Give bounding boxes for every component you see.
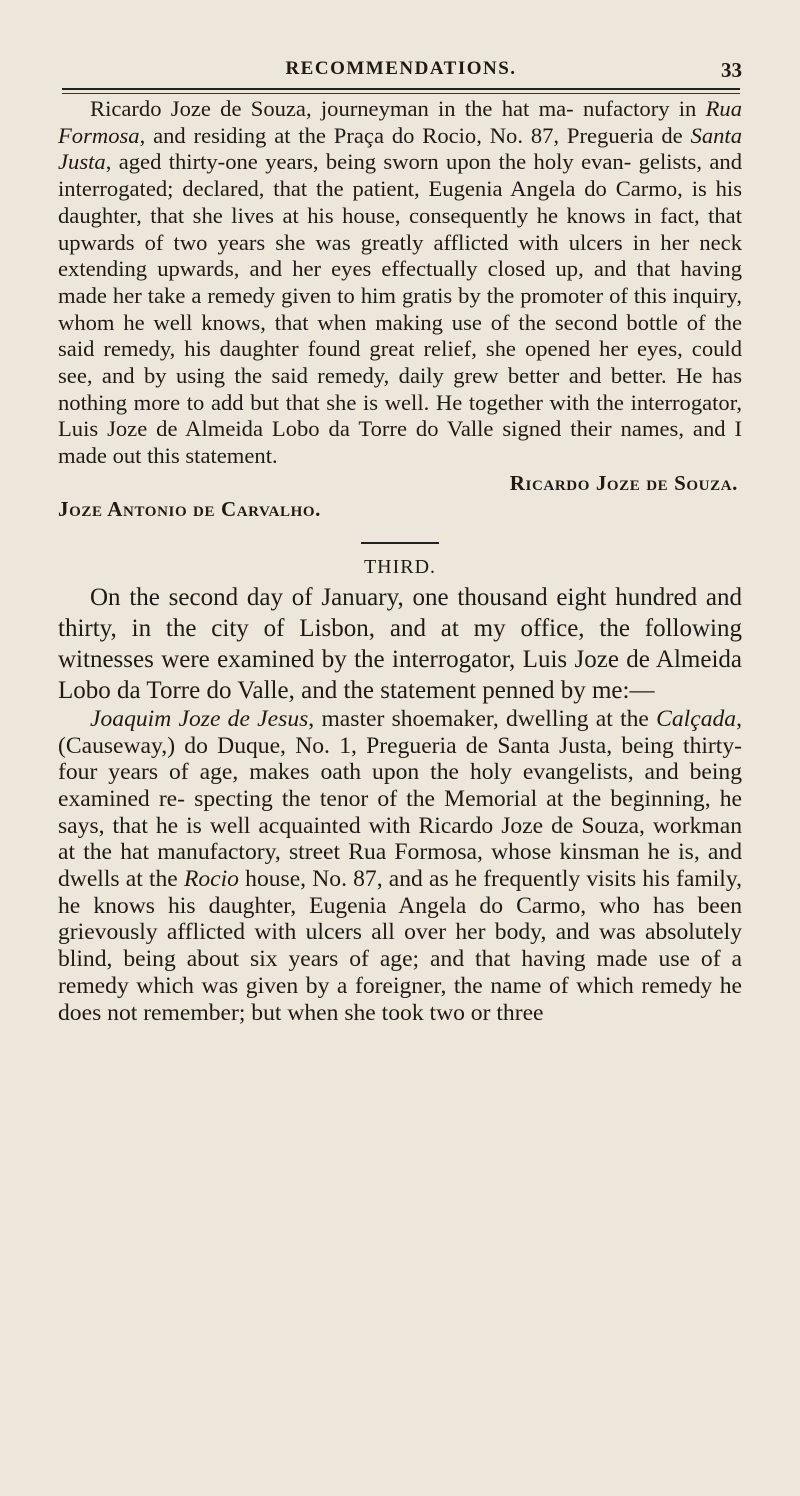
paragraph-third-intro: On the second day of January, one thousand eight hundred and thirty, in the city of Lisbon, and at my office, the following witnesses were examined by the interrogator, Luis Joze de Almeida Lobo da Torre do Valle, and the statement penned by me:— [58, 583, 742, 704]
header-rule-thin [62, 93, 740, 94]
paragraph-joaquim-testimony [58, 706, 742, 1026]
italic-run: Calçada [656, 705, 737, 732]
signature-ricardo: Ricardo Joze de Souza. [509, 470, 738, 495]
text-run: Ricardo Joze de Souza, journeyman in the hat ma- nufactory in [90, 96, 706, 121]
italic-run: Rocio [183, 866, 239, 893]
signature-carvalho: Joze Antonio de Carvalho. [58, 496, 321, 521]
italic-run: Joaquim Joze de Jesus [90, 705, 309, 732]
italic-run: Santa Justa [58, 122, 742, 175]
section-heading: THIRD. [363, 555, 437, 578]
header-rule-thick [62, 88, 740, 90]
page-number: 33 [721, 58, 742, 82]
text-run: , aged thirty-one years, being sworn upon the holy evan- gelists, and interrogated; declared, that the patient, Eugenia Angela do Carmo, is his daughter, that she lives at his house, consequently he knows in fact, that upwards of two years she was greatly afflicted with ulcers in her neck extending upwards, and her eyes effectually closed up, and that having made her take a remedy given to him gratis by the promoter of this inquiry, whom he well knows, that when making use of the second bottle of the said remedy, his daughter found great relief, she opened her eyes, could see, and by using the said remedy, daily grew better and better. He has nothing more to add but that she is well. He together with the interrogator, Luis Joze de Almeida Lobo da Torre do Valle signed their names, and I made out this statement. [58, 149, 742, 469]
body-text [58, 96, 742, 1026]
italic-run: Rua Formosa [58, 96, 742, 148]
running-head: RECOMMENDATIONS. [285, 58, 517, 79]
text-run: , master shoemaker, dwelling at the [308, 705, 657, 732]
page-header [60, 58, 742, 88]
text-run: , and residing at the Praça do Rocio, No. 87, Pregueria de [139, 122, 691, 148]
text-run: house, No. 87, and as he frequently visits his family, he knows his daughter, Eugenia Angela do Carmo, who has been grievously afflicted with ulcers all over her body, and was absolutely blind, being about six years of age; and that having made use of a remedy which was given by a foreigner, the name of which remedy he does not remember; but when she took two or three [58, 866, 742, 1026]
text-run: , (Causeway,) do Duque, No. 1, Pregueria de Santa Justa, being thirty-four years of age, makes oath upon the holy evangelists, and being examined re- specting the tenor of the Memorial at the beginning, he says, that he is well acquainted with Ricardo Joze de Souza, workman at the hat manufactory, street Rua Formosa, whose kinsman he is, and dwells at the [58, 705, 742, 893]
paragraph-ricardo-testimony [58, 96, 742, 470]
section-divider [361, 542, 439, 544]
